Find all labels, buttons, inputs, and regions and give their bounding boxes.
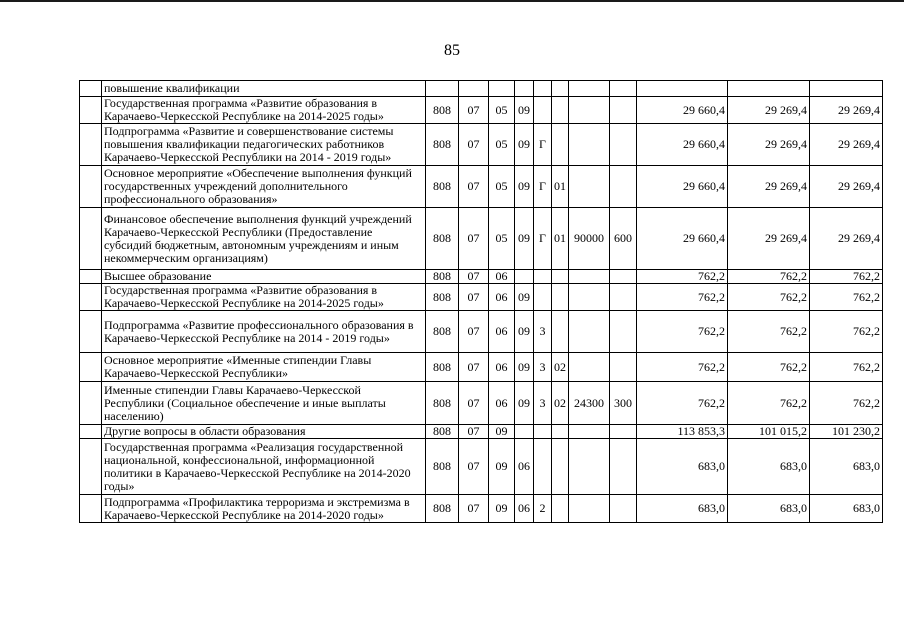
code-cell-c5: Г <box>534 124 552 166</box>
code-cell-c8 <box>610 81 637 97</box>
table-row <box>80 425 883 439</box>
code-cell-c6 <box>552 311 569 353</box>
code-cell-c4 <box>515 270 534 284</box>
margin-gap-cell <box>80 81 102 97</box>
code-cell-c8: 300 <box>610 382 637 425</box>
amount-cell-v2: 762,2 <box>728 311 810 353</box>
amount-cell-v3: 683,0 <box>810 495 883 523</box>
amount-cell-v1: 762,2 <box>637 311 728 353</box>
margin-gap-cell <box>80 353 102 382</box>
code-cell-c2: 07 <box>459 166 489 208</box>
table-row <box>80 439 883 495</box>
code-cell-c3: 09 <box>489 439 515 495</box>
code-cell-c1: 808 <box>426 495 459 523</box>
code-cell-c2: 07 <box>459 270 489 284</box>
code-cell-c8 <box>610 425 637 439</box>
amount-cell-v2: 101 015,2 <box>728 425 810 439</box>
code-cell-c7 <box>569 284 610 311</box>
table-row <box>80 311 883 353</box>
code-cell-c1: 808 <box>426 382 459 425</box>
amount-cell-v3: 101 230,2 <box>810 425 883 439</box>
code-cell-c7 <box>569 425 610 439</box>
code-cell-c5: 3 <box>534 311 552 353</box>
code-cell-c5: Г <box>534 166 552 208</box>
code-cell-c3: 06 <box>489 382 515 425</box>
code-cell-c7 <box>569 353 610 382</box>
code-cell-c1: 808 <box>426 97 459 124</box>
code-cell-c3 <box>489 81 515 97</box>
code-cell-c3: 05 <box>489 166 515 208</box>
amount-cell-v1: 29 660,4 <box>637 124 728 166</box>
code-cell-c2: 07 <box>459 284 489 311</box>
code-cell-c6: 01 <box>552 208 569 270</box>
amount-cell-v2: 29 269,4 <box>728 124 810 166</box>
code-cell-c8 <box>610 270 637 284</box>
table-row <box>80 284 883 311</box>
code-cell-c7 <box>569 81 610 97</box>
code-cell-c4: 09 <box>515 284 534 311</box>
code-cell-c1: 808 <box>426 311 459 353</box>
amount-cell-v1: 762,2 <box>637 382 728 425</box>
code-cell-c1: 808 <box>426 425 459 439</box>
code-cell-c5: 2 <box>534 495 552 523</box>
budget-table <box>79 80 883 523</box>
item-name-cell: Другие вопросы в области образования <box>102 425 426 439</box>
margin-gap-cell <box>80 208 102 270</box>
amount-cell-v2: 29 269,4 <box>728 208 810 270</box>
code-cell-c4: 09 <box>515 124 534 166</box>
code-cell-c5: 3 <box>534 382 552 425</box>
code-cell-c8 <box>610 97 637 124</box>
table-row <box>80 382 883 425</box>
code-cell-c6 <box>552 81 569 97</box>
amount-cell-v2: 762,2 <box>728 270 810 284</box>
code-cell-c3: 09 <box>489 495 515 523</box>
code-cell-c7 <box>569 439 610 495</box>
table-row <box>80 97 883 124</box>
code-cell-c3: 09 <box>489 425 515 439</box>
code-cell-c3: 06 <box>489 311 515 353</box>
item-name-cell: Подпрограмма «Развитие профессионального образования в Карачаево-Черкесской Республике на 2014 - 2019 годы» <box>102 311 426 353</box>
margin-gap-cell <box>80 270 102 284</box>
code-cell-c4: 09 <box>515 208 534 270</box>
table-row <box>80 208 883 270</box>
table-row <box>80 124 883 166</box>
code-cell-c5 <box>534 97 552 124</box>
code-cell-c7 <box>569 270 610 284</box>
amount-cell-v3: 29 269,4 <box>810 97 883 124</box>
table-row <box>80 270 883 284</box>
code-cell-c1: 808 <box>426 284 459 311</box>
item-name-cell: Именные стипендии Главы Карачаево-Черкесской Республики (Социальное обеспечение и иные выплаты населению) <box>102 382 426 425</box>
code-cell-c2: 07 <box>459 124 489 166</box>
code-cell-c1: 808 <box>426 353 459 382</box>
code-cell-c4: 09 <box>515 382 534 425</box>
code-cell-c4: 09 <box>515 353 534 382</box>
amount-cell-v2: 762,2 <box>728 382 810 425</box>
code-cell-c4: 06 <box>515 495 534 523</box>
code-cell-c1: 808 <box>426 270 459 284</box>
amount-cell-v3: 29 269,4 <box>810 166 883 208</box>
item-name-cell: Подпрограмма «Профилактика терроризма и экстремизма в Карачаево-Черкесской Республике на 2014-2020 годы» <box>102 495 426 523</box>
code-cell-c2: 07 <box>459 439 489 495</box>
code-cell-c2: 07 <box>459 208 489 270</box>
amount-cell-v1: 29 660,4 <box>637 166 728 208</box>
table-row <box>80 495 883 523</box>
margin-gap-cell <box>80 97 102 124</box>
item-name-cell: Подпрограмма «Развитие и совершенствование системы повышения квалификации педагогических работников Карачаево-Черкесской Республики на 2014 - 2019 годы» <box>102 124 426 166</box>
code-cell-c7: 90000 <box>569 208 610 270</box>
code-cell-c6 <box>552 284 569 311</box>
table-row <box>80 353 883 382</box>
margin-gap-cell <box>80 166 102 208</box>
amount-cell-v2: 762,2 <box>728 353 810 382</box>
code-cell-c6 <box>552 270 569 284</box>
code-cell-c7 <box>569 124 610 166</box>
code-cell-c1 <box>426 81 459 97</box>
item-name-cell: Государственная программа «Развитие образования в Карачаево-Черкесской Республике на 2014-2025 годы» <box>102 284 426 311</box>
code-cell-c8 <box>610 284 637 311</box>
code-cell-c5 <box>534 425 552 439</box>
amount-cell-v1: 762,2 <box>637 353 728 382</box>
code-cell-c3: 06 <box>489 270 515 284</box>
margin-gap-cell <box>80 124 102 166</box>
code-cell-c2: 07 <box>459 495 489 523</box>
code-cell-c8 <box>610 124 637 166</box>
code-cell-c1: 808 <box>426 124 459 166</box>
code-cell-c6: 01 <box>552 166 569 208</box>
code-cell-c8: 600 <box>610 208 637 270</box>
margin-gap-cell <box>80 495 102 523</box>
amount-cell-v2: 683,0 <box>728 495 810 523</box>
code-cell-c4 <box>515 425 534 439</box>
table-row <box>80 166 883 208</box>
code-cell-c3: 06 <box>489 353 515 382</box>
code-cell-c8 <box>610 166 637 208</box>
code-cell-c8 <box>610 353 637 382</box>
code-cell-c7: 24300 <box>569 382 610 425</box>
code-cell-c6 <box>552 439 569 495</box>
code-cell-c2: 07 <box>459 425 489 439</box>
code-cell-c4: 09 <box>515 311 534 353</box>
code-cell-c1: 808 <box>426 439 459 495</box>
margin-gap-cell <box>80 382 102 425</box>
code-cell-c4: 09 <box>515 166 534 208</box>
item-name-cell: Основное мероприятие «Именные стипендии Главы Карачаево-Черкесской Республики» <box>102 353 426 382</box>
amount-cell-v3 <box>810 81 883 97</box>
amount-cell-v2 <box>728 81 810 97</box>
code-cell-c8 <box>610 495 637 523</box>
item-name-cell: Высшее образование <box>102 270 426 284</box>
code-cell-c6: 02 <box>552 382 569 425</box>
code-cell-c7 <box>569 495 610 523</box>
code-cell-c8 <box>610 439 637 495</box>
item-name-cell: Финансовое обеспечение выполнения функций учреждений Карачаево-Черкесской Республики (Предоставление субсидий бюджетным, автономным учреждениям и иным некоммерческим организациям) <box>102 208 426 270</box>
code-cell-c1: 808 <box>426 166 459 208</box>
amount-cell-v1 <box>637 81 728 97</box>
table-row <box>80 81 883 97</box>
code-cell-c1: 808 <box>426 208 459 270</box>
amount-cell-v2: 762,2 <box>728 284 810 311</box>
code-cell-c2: 07 <box>459 311 489 353</box>
code-cell-c7 <box>569 311 610 353</box>
amount-cell-v1: 762,2 <box>637 284 728 311</box>
code-cell-c6: 02 <box>552 353 569 382</box>
item-name-cell: повышение квалификации <box>102 81 426 97</box>
code-cell-c5 <box>534 270 552 284</box>
code-cell-c5 <box>534 284 552 311</box>
code-cell-c2: 07 <box>459 353 489 382</box>
margin-gap-cell <box>80 439 102 495</box>
code-cell-c6 <box>552 425 569 439</box>
code-cell-c3: 06 <box>489 284 515 311</box>
code-cell-c5: Г <box>534 208 552 270</box>
item-name-cell: Основное мероприятие «Обеспечение выполнения функций государственных учреждений дополнительного профессионального образования» <box>102 166 426 208</box>
amount-cell-v1: 113 853,3 <box>637 425 728 439</box>
amount-cell-v3: 762,2 <box>810 382 883 425</box>
code-cell-c7 <box>569 97 610 124</box>
amount-cell-v1: 683,0 <box>637 495 728 523</box>
code-cell-c5 <box>534 439 552 495</box>
amount-cell-v2: 29 269,4 <box>728 166 810 208</box>
amount-cell-v3: 29 269,4 <box>810 124 883 166</box>
code-cell-c5 <box>534 81 552 97</box>
code-cell-c6 <box>552 97 569 124</box>
item-name-cell: Государственная программа «Развитие образования в Карачаево-Черкесской Республике на 2014-2025 годы» <box>102 97 426 124</box>
amount-cell-v3: 683,0 <box>810 439 883 495</box>
code-cell-c6 <box>552 495 569 523</box>
code-cell-c6 <box>552 124 569 166</box>
code-cell-c4 <box>515 81 534 97</box>
amount-cell-v1: 683,0 <box>637 439 728 495</box>
amount-cell-v2: 29 269,4 <box>728 97 810 124</box>
code-cell-c7 <box>569 166 610 208</box>
code-cell-c3: 05 <box>489 208 515 270</box>
margin-gap-cell <box>80 311 102 353</box>
amount-cell-v1: 29 660,4 <box>637 208 728 270</box>
amount-cell-v1: 29 660,4 <box>637 97 728 124</box>
amount-cell-v3: 29 269,4 <box>810 208 883 270</box>
page-number: 85 <box>444 42 460 59</box>
code-cell-c4: 09 <box>515 97 534 124</box>
code-cell-c3: 05 <box>489 124 515 166</box>
amount-cell-v3: 762,2 <box>810 284 883 311</box>
code-cell-c5: 3 <box>534 353 552 382</box>
code-cell-c2: 07 <box>459 97 489 124</box>
amount-cell-v1: 762,2 <box>637 270 728 284</box>
margin-gap-cell <box>80 284 102 311</box>
code-cell-c4: 06 <box>515 439 534 495</box>
code-cell-c2: 07 <box>459 382 489 425</box>
amount-cell-v2: 683,0 <box>728 439 810 495</box>
item-name-cell: Государственная программа «Реализация государственной национальной, конфессиональной, информационной политики в Карачаево-Черкесской Республике на 2014-2020 годы» <box>102 439 426 495</box>
code-cell-c8 <box>610 311 637 353</box>
margin-gap-cell <box>80 425 102 439</box>
page-top-edge <box>0 0 904 2</box>
amount-cell-v3: 762,2 <box>810 353 883 382</box>
code-cell-c3: 05 <box>489 97 515 124</box>
amount-cell-v3: 762,2 <box>810 270 883 284</box>
code-cell-c2 <box>459 81 489 97</box>
amount-cell-v3: 762,2 <box>810 311 883 353</box>
